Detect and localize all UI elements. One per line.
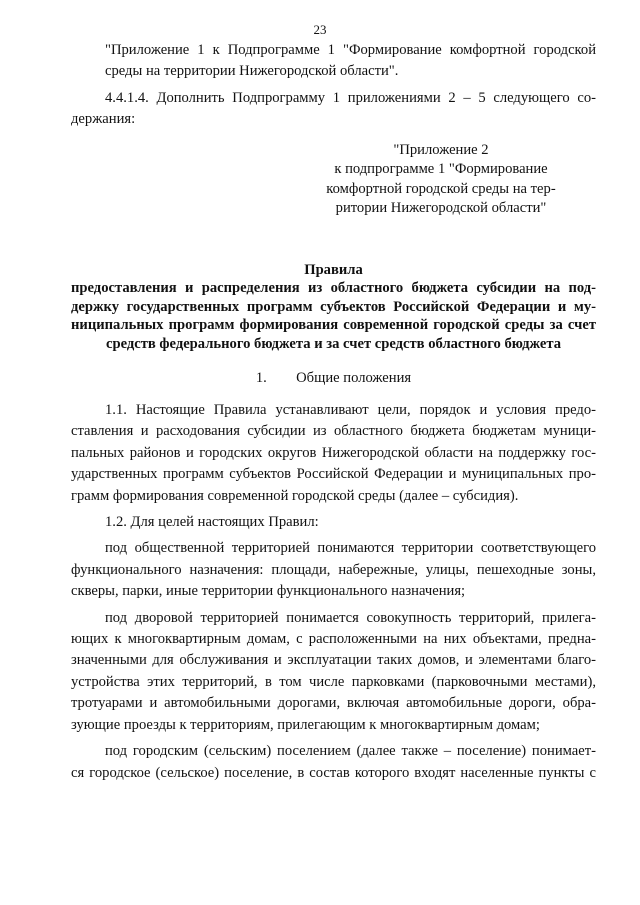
section-title: Общие положения [296,369,412,386]
text-line: тротуарами и автомобильными дорогами, включая автомобильные дороги, обра- [71,695,596,712]
text-line: под городским (сельским) поселением (далее также – поселение) понимает- [105,743,596,760]
paragraph-appendix-1-title [71,40,596,83]
paragraph-1-1 [71,400,596,507]
text-line: грамм формирования современной городской среды (далее – субсидия). [71,487,519,504]
text-line: к подпрограмме 1 "Формирование [334,161,548,178]
text-line: 4.4.1.4. Дополнить Подпрограмму 1 приложениями 2 – 5 следующего со- [105,89,596,106]
rules-title: Правила [304,261,363,278]
paragraph-4-4-1-4 [71,88,596,131]
text-line: ударственных программ субъектов Российской Федерации и муниципальных про- [71,466,596,483]
text-line: 1.1. Настоящие Правила устанавливают цели, порядок и условия предо- [105,402,596,418]
paragraph-1-2 [71,512,596,533]
text-line: под общественной территорией понимаются территории соответствующего [105,540,596,557]
text-line: ставления и расходования субсидии из областного бюджета бюджетам муници- [71,423,596,440]
rules-subtitle-line: средств федерального бюджета и за счет средств областного бюджета [106,336,561,352]
text-line: под дворовой территорией понимается совокупность территорий, прилега- [105,609,596,626]
page-number: 23 [313,22,327,37]
text-line: "Приложение 1 к Подпрограмме 1 "Формирование комфортной городской [105,42,596,58]
text-line: пальных районов и городских округов Нижегородской области на поддержку гос- [71,444,596,461]
section-heading [71,368,596,389]
paragraph-yard-territory [71,608,596,736]
text-line: значенными для обслуживания и эксплуатации таких домов, и элементами благо- [71,652,596,669]
text-line: ющих к многоквартирным домам, с расположенными на них объектами, предна- [71,631,596,648]
text-line: комфортной городской среды на тер- [326,180,556,197]
document-body [71,40,596,784]
rules-heading [71,261,596,354]
text-line: держания: [71,111,136,128]
appendix-2-header [71,141,571,219]
text-line: скверы, парки, иные территории функционального назначения; [71,583,466,600]
paragraph-settlement [71,741,596,784]
text-line: функционального назначения: площади, набережные, улицы, пешеходные зоны, [71,561,596,578]
section-number: 1. [255,369,267,386]
paragraph-public-territory [71,538,596,602]
text-line: 1.2. Для целей настоящих Правил: [105,514,319,531]
text-line: среды на территории Нижегородской области". [105,63,399,80]
text-line: зующие проезды к территориям, прилегающим к многоквартирным домам; [71,716,540,733]
rules-subtitle-line: ниципальных программ формирования современной городской среды за счет [71,317,596,334]
rules-subtitle-line: предоставления и распределения из областного бюджета субсидии на под- [71,280,596,297]
rules-subtitle-line: держку государственных программ субъектов Российской Федерации и му- [71,298,596,315]
text-line: "Приложение 2 [393,141,489,158]
text-line: устройства этих территорий, в том числе парковками (парковочными местами), [71,673,596,690]
text-line: ритории Нижегородской области" [335,200,547,217]
text-line: ся городское (сельское) поселение, в состав которого входят населенные пункты с [71,764,596,781]
